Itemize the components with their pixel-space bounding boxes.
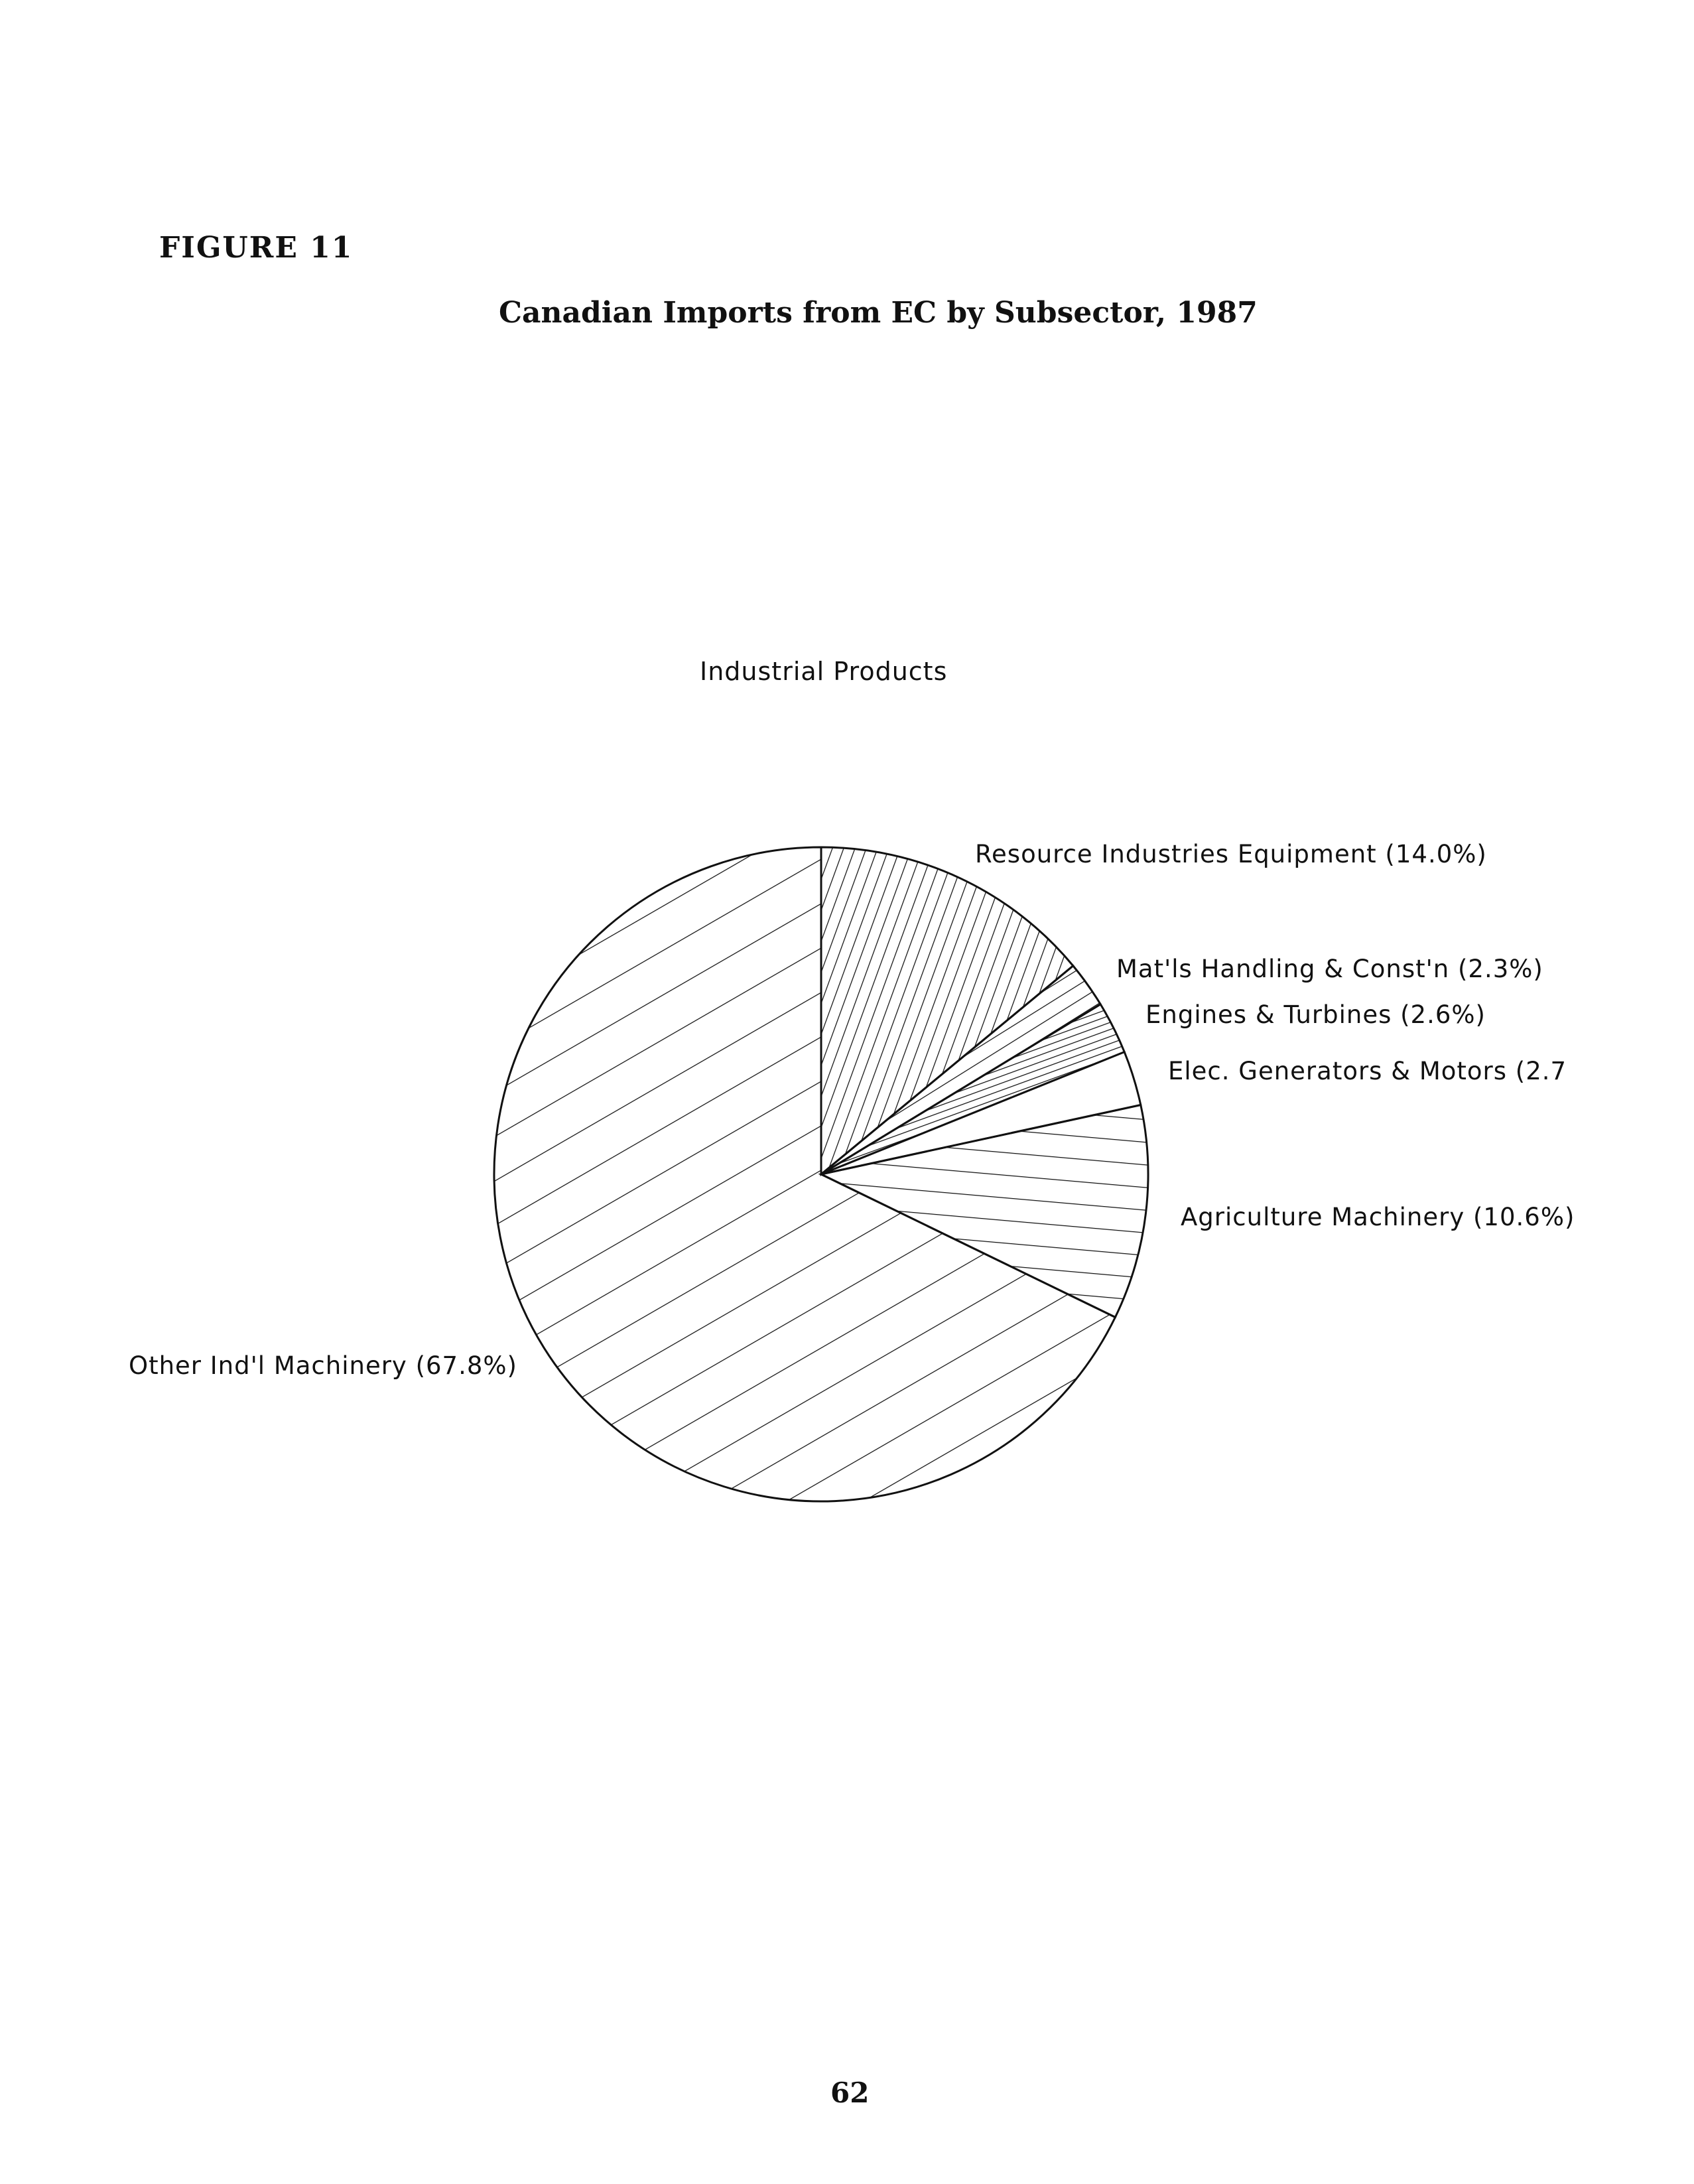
chart-subtitle: Industrial Products <box>700 657 948 686</box>
slice-label-2: Mat'ls Handling & Const'n (2.3%) <box>1116 955 1543 983</box>
slice-label-3: Engines & Turbines (2.6%) <box>1145 1000 1486 1029</box>
slice-label-6: Other Ind'l Machinery (67.8%) <box>128 1351 517 1380</box>
figure-label: FIGURE 11 <box>159 231 354 265</box>
slice-label-5: Agriculture Machinery (10.6%) <box>1181 1203 1575 1231</box>
chart-title: Canadian Imports from EC by Subsector, 1987 <box>499 296 1258 330</box>
slice-label-1: Resource Industries Equipment (14.0%) <box>975 840 1487 868</box>
pie-slices <box>494 847 1148 1501</box>
slice-label-4: Elec. Generators & Motors (2.7 <box>1168 1057 1567 1085</box>
page-number: 62 <box>830 2077 870 2109</box>
